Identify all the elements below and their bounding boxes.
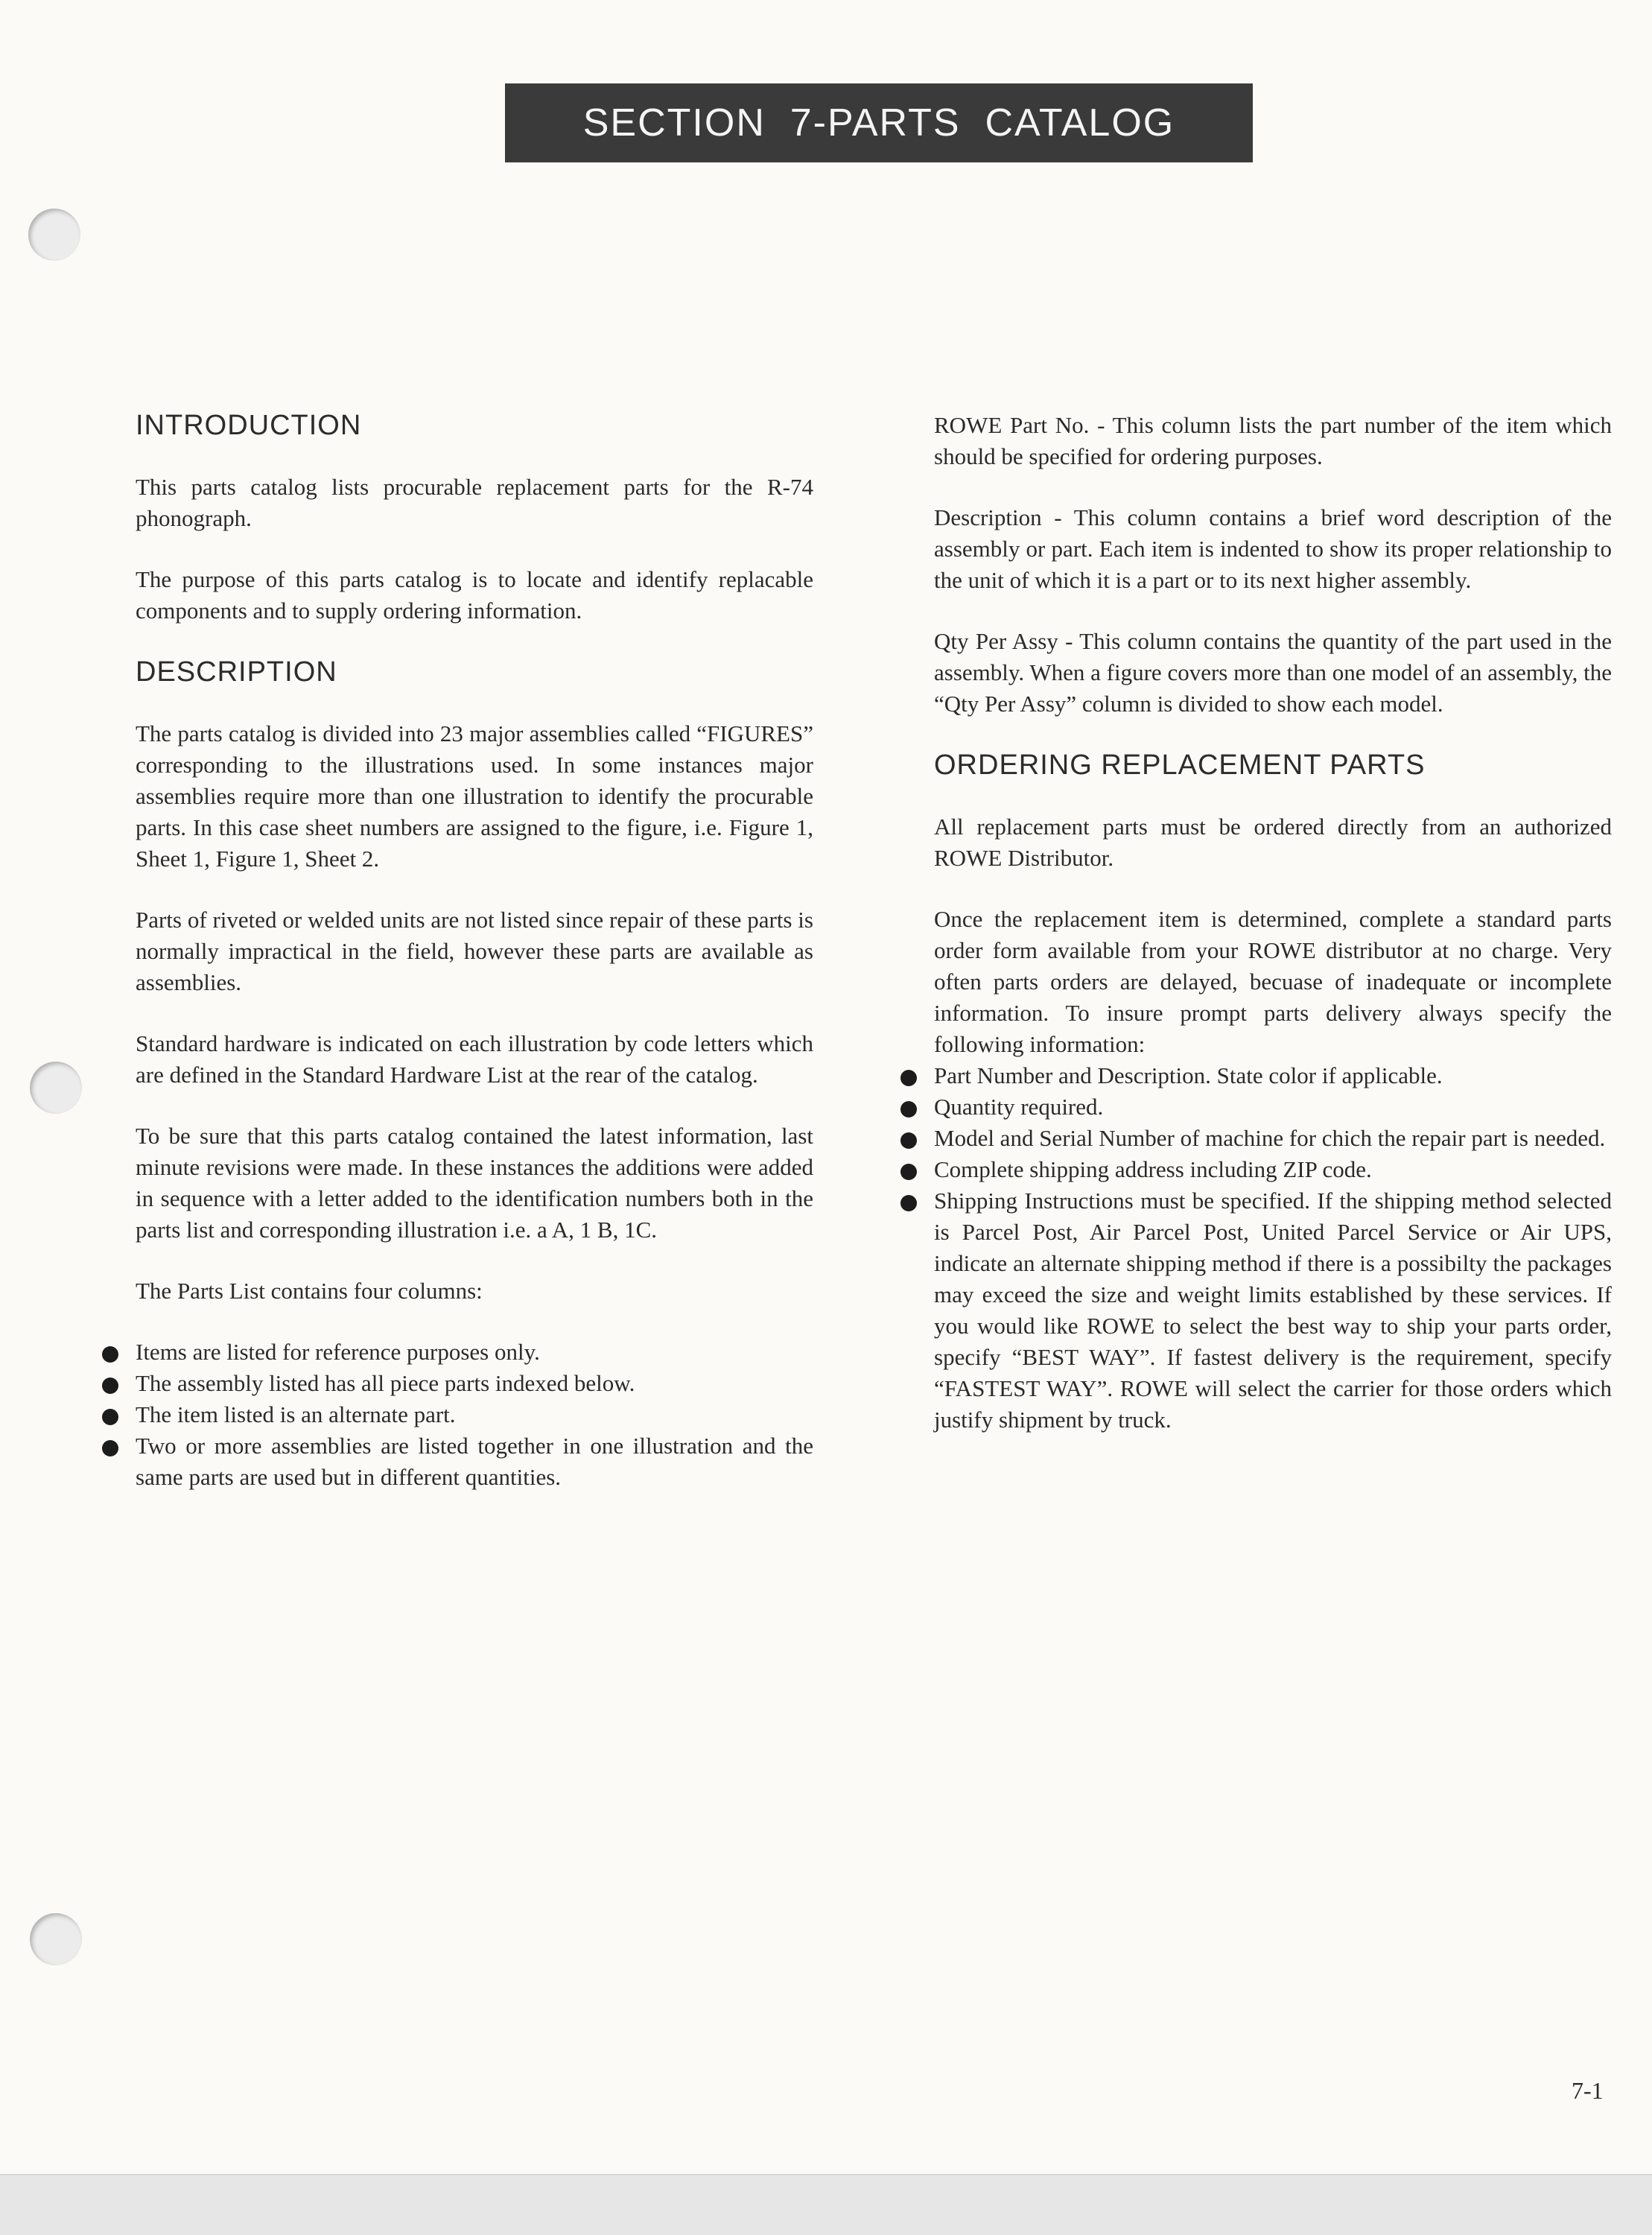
list-item: Quantity required.	[934, 1091, 1612, 1123]
introduction-heading: INTRODUCTION	[136, 410, 362, 441]
list-item: Items are listed for reference purposes only.	[136, 1337, 813, 1368]
rowe-part-no-paragraph: ROWE Part No. - This column lists the part number of the item which should be specified for ordering purposes.	[934, 412, 1612, 469]
description-paragraph-1: The parts catalog is divided into 23 major assemblies called “FIGURES” corresponding to the illustrations used. In some instances major assemblies require more than one illustration to identify the procurable parts. In this case sheet numbers are assigned to the figure, i.e. Figure 1, Sheet 1, Figure 1, Sheet 2.	[136, 720, 813, 872]
section-title-banner: SECTION 7-PARTS CATALOG	[505, 83, 1253, 162]
list-item: Shipping Instructions must be specified. If the shipping method selected is Parcel Post, Air Parcel Post, United Parcel Service or Air UPS, indicate an alternate shipping method if there is a possibilty the packages may exceed the size and weight limits established by these services. If you would like ROWE to select the best way to ship your parts order, specify “BEST WAY”. If fastest delivery is the requirement, specify “FASTEST WAY”. ROWE will select the carrier for those orders which justify shipment by truck.	[934, 1185, 1612, 1436]
list-item: Part Number and Description. State color if applicable.	[934, 1060, 1612, 1091]
list-item: Two or more assemblies are listed together in one illustration and the same parts are used but in different quantities.	[136, 1430, 813, 1493]
page-number: 7-1	[1572, 2077, 1604, 2104]
ordering-paragraph-2: Once the replacement item is determined, complete a standard parts order form available from your ROWE distributor at no charge. Very often parts orders are delayed, becuase of inadequate or incomplete information. To insure prompt parts delivery always specify the following information:	[934, 906, 1612, 1057]
punch-hole-top	[28, 209, 80, 261]
scan-bottom-edge	[0, 2174, 1652, 2235]
description-column-paragraph: Description - This column contains a brief word description of the assembly or part. Each item is indented to show its proper relationship to the unit of which it is a part or to its next higher assembly.	[934, 504, 1612, 593]
list-item: Model and Serial Number of machine for chich the repair part is needed.	[934, 1123, 1612, 1154]
description-paragraph-4: To be sure that this parts catalog contained the latest information, last minute revisions were made. In these instances the additions were added in sequence with a letter added to the identification numbers both in the parts list and corresponding illustration i.e. a A, 1 B, 1C.	[136, 1123, 813, 1243]
list-item: The item listed is an alternate part.	[136, 1399, 813, 1430]
description-paragraph-3: Standard hardware is indicated on each illustration by code letters which are defined in the Standard Hardware List at the rear of the catalog.	[136, 1030, 813, 1088]
description-paragraph-5: The Parts List contains four columns:	[136, 1278, 483, 1304]
list-item: Complete shipping address including ZIP code.	[934, 1154, 1612, 1185]
left-column	[136, 410, 813, 1523]
punch-hole-bottom	[30, 1913, 82, 1965]
punch-hole-middle	[30, 1062, 82, 1114]
ordering-bullet-list	[934, 1060, 1612, 1436]
columns-bullet-list	[136, 1337, 813, 1493]
intro-paragraph-1: This parts catalog lists procurable replacement parts for the R-74 phonograph.	[136, 474, 813, 531]
description-paragraph-2: Parts of riveted or welded units are not listed since repair of these parts is normally impractical in the field, however these parts are available as assemblies.	[136, 907, 813, 995]
intro-paragraph-2: The purpose of this parts catalog is to locate and identify replacable components and to supply ordering information.	[136, 566, 813, 624]
right-column	[934, 410, 1612, 1465]
qty-per-assy-paragraph: Qty Per Assy - This column contains the quantity of the part used in the assembly. When a figure covers more than one model of an assembly, the “Qty Per Assy” column is divided to show each model.	[934, 628, 1612, 717]
ordering-paragraph-1: All replacement parts must be ordered directly from an authorized ROWE Distributor.	[934, 814, 1612, 871]
description-heading: DESCRIPTION	[136, 656, 337, 688]
list-item: The assembly listed has all piece parts indexed below.	[136, 1368, 813, 1399]
ordering-heading: ORDERING REPLACEMENT PARTS	[934, 749, 1426, 781]
